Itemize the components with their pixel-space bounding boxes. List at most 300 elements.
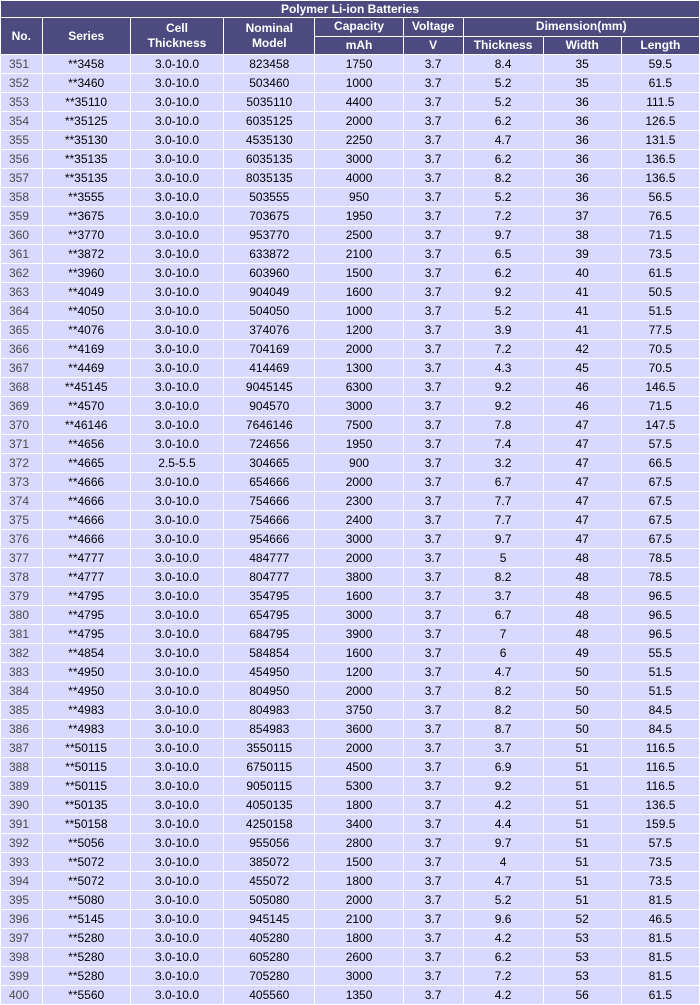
row-thickness: 6.9 [464, 758, 543, 776]
row-series: **35135 [43, 169, 130, 187]
row-series: **35125 [43, 112, 130, 130]
row-nominal-model: 804983 [224, 701, 314, 719]
row-voltage: 3.7 [404, 967, 463, 985]
row-voltage: 3.7 [404, 112, 463, 130]
row-cell-thickness: 3.0-10.0 [131, 739, 223, 757]
row-cell-thickness: 3.0-10.0 [131, 302, 223, 320]
row-nominal-model: 654666 [224, 473, 314, 491]
row-cell-thickness: 3.0-10.0 [131, 777, 223, 795]
row-thickness: 7.7 [464, 492, 543, 510]
row-length: 46.5 [622, 910, 699, 928]
row-capacity: 2100 [315, 245, 402, 263]
row-series: **3770 [43, 226, 130, 244]
row-series: **5080 [43, 891, 130, 909]
row-voltage: 3.7 [404, 283, 463, 301]
row-no: 369 [1, 397, 42, 415]
header-cell-thickness [131, 18, 223, 54]
table-row [1, 815, 699, 833]
row-series: **4469 [43, 359, 130, 377]
row-length: 61.5 [622, 986, 699, 1004]
row-voltage: 3.7 [404, 169, 463, 187]
row-no: 385 [1, 701, 42, 719]
row-length: 136.5 [622, 796, 699, 814]
row-nominal-model: 705280 [224, 967, 314, 985]
row-width: 40 [544, 264, 621, 282]
row-thickness: 7 [464, 625, 543, 643]
row-width: 50 [544, 701, 621, 719]
row-thickness: 9.6 [464, 910, 543, 928]
row-thickness: 8.7 [464, 720, 543, 738]
row-length: 116.5 [622, 739, 699, 757]
row-width: 37 [544, 207, 621, 225]
row-width: 50 [544, 663, 621, 681]
row-voltage: 3.7 [404, 416, 463, 434]
row-thickness: 8.2 [464, 701, 543, 719]
table-row [1, 549, 699, 567]
row-width: 36 [544, 112, 621, 130]
row-length: 71.5 [622, 226, 699, 244]
row-length: 67.5 [622, 530, 699, 548]
row-width: 45 [544, 359, 621, 377]
row-width: 51 [544, 815, 621, 833]
row-capacity: 2000 [315, 112, 402, 130]
header-thickness: Thickness [464, 37, 543, 55]
table-row [1, 739, 699, 757]
row-voltage: 3.7 [404, 188, 463, 206]
table-row [1, 986, 699, 1004]
header-nominal-model-line2: Model [251, 36, 287, 50]
table-row [1, 682, 699, 700]
row-series: **4666 [43, 530, 130, 548]
row-width: 35 [544, 74, 621, 92]
row-no: 381 [1, 625, 42, 643]
row-capacity: 1000 [315, 74, 402, 92]
row-no: 355 [1, 131, 42, 149]
row-series: **4169 [43, 340, 130, 358]
row-no: 388 [1, 758, 42, 776]
row-width: 51 [544, 834, 621, 852]
row-series: **45145 [43, 378, 130, 396]
row-capacity: 3900 [315, 625, 402, 643]
row-series: **3460 [43, 74, 130, 92]
row-thickness: 4.4 [464, 815, 543, 833]
row-voltage: 3.7 [404, 511, 463, 529]
row-capacity: 2100 [315, 910, 402, 928]
row-length: 116.5 [622, 758, 699, 776]
row-voltage: 3.7 [404, 340, 463, 358]
row-width: 41 [544, 283, 621, 301]
row-voltage: 3.7 [404, 986, 463, 1004]
row-voltage: 3.7 [404, 226, 463, 244]
row-no: 366 [1, 340, 42, 358]
row-cell-thickness: 2.5-5.5 [131, 454, 223, 472]
row-length: 67.5 [622, 473, 699, 491]
row-voltage: 3.7 [404, 359, 463, 377]
row-width: 51 [544, 796, 621, 814]
row-no: 372 [1, 454, 42, 472]
row-width: 47 [544, 473, 621, 491]
row-length: 81.5 [622, 948, 699, 966]
row-voltage: 3.7 [404, 378, 463, 396]
row-capacity: 3000 [315, 606, 402, 624]
row-series: **50115 [43, 739, 130, 757]
row-length: 147.5 [622, 416, 699, 434]
row-length: 56.5 [622, 188, 699, 206]
row-series: **5072 [43, 872, 130, 890]
row-cell-thickness: 3.0-10.0 [131, 891, 223, 909]
table-row [1, 568, 699, 586]
row-nominal-model: 405560 [224, 986, 314, 1004]
row-series: **4854 [43, 644, 130, 662]
row-width: 41 [544, 321, 621, 339]
row-no: 384 [1, 682, 42, 700]
row-voltage: 3.7 [404, 55, 463, 73]
row-no: 397 [1, 929, 42, 947]
row-voltage: 3.7 [404, 93, 463, 111]
row-length: 126.5 [622, 112, 699, 130]
row-capacity: 1600 [315, 644, 402, 662]
row-series: **5560 [43, 986, 130, 1004]
row-cell-thickness: 3.0-10.0 [131, 720, 223, 738]
row-voltage: 3.7 [404, 150, 463, 168]
row-voltage: 3.7 [404, 682, 463, 700]
row-thickness: 4.2 [464, 986, 543, 1004]
row-width: 48 [544, 568, 621, 586]
row-width: 51 [544, 872, 621, 890]
row-series: **5072 [43, 853, 130, 871]
table-row [1, 359, 699, 377]
row-voltage: 3.7 [404, 74, 463, 92]
table-row [1, 226, 699, 244]
row-nominal-model: 4535130 [224, 131, 314, 149]
row-no: 373 [1, 473, 42, 491]
table-row [1, 644, 699, 662]
row-length: 61.5 [622, 264, 699, 282]
row-nominal-model: 484777 [224, 549, 314, 567]
row-voltage: 3.7 [404, 758, 463, 776]
row-no: 363 [1, 283, 42, 301]
row-cell-thickness: 3.0-10.0 [131, 511, 223, 529]
row-no: 390 [1, 796, 42, 814]
row-thickness: 6.2 [464, 150, 543, 168]
table-row [1, 872, 699, 890]
row-nominal-model: 854983 [224, 720, 314, 738]
row-nominal-model: 8035135 [224, 169, 314, 187]
table-row [1, 131, 699, 149]
row-no: 399 [1, 967, 42, 985]
table-row [1, 55, 699, 73]
table-row [1, 796, 699, 814]
row-cell-thickness: 3.0-10.0 [131, 169, 223, 187]
row-capacity: 2400 [315, 511, 402, 529]
row-width: 53 [544, 929, 621, 947]
row-thickness: 7.8 [464, 416, 543, 434]
row-nominal-model: 804950 [224, 682, 314, 700]
row-cell-thickness: 3.0-10.0 [131, 416, 223, 434]
table-row [1, 112, 699, 130]
row-length: 81.5 [622, 967, 699, 985]
row-nominal-model: 503555 [224, 188, 314, 206]
header-capacity-unit: mAh [315, 37, 402, 55]
row-series: **4666 [43, 492, 130, 510]
row-nominal-model: 4050135 [224, 796, 314, 814]
row-cell-thickness: 3.0-10.0 [131, 435, 223, 453]
row-cell-thickness: 3.0-10.0 [131, 188, 223, 206]
row-thickness: 8.4 [464, 55, 543, 73]
row-width: 36 [544, 93, 621, 111]
table-row [1, 606, 699, 624]
row-nominal-model: 504050 [224, 302, 314, 320]
row-capacity: 2000 [315, 340, 402, 358]
row-series: **4795 [43, 625, 130, 643]
row-thickness: 8.2 [464, 568, 543, 586]
row-width: 38 [544, 226, 621, 244]
row-width: 48 [544, 606, 621, 624]
row-series: **3675 [43, 207, 130, 225]
row-length: 57.5 [622, 435, 699, 453]
row-series: **4665 [43, 454, 130, 472]
row-length: 61.5 [622, 74, 699, 92]
row-no: 371 [1, 435, 42, 453]
row-capacity: 3000 [315, 530, 402, 548]
row-nominal-model: 505080 [224, 891, 314, 909]
row-nominal-model: 804777 [224, 568, 314, 586]
row-capacity: 3750 [315, 701, 402, 719]
row-no: 382 [1, 644, 42, 662]
row-thickness: 7.2 [464, 967, 543, 985]
table-row [1, 834, 699, 852]
row-voltage: 3.7 [404, 815, 463, 833]
row-capacity: 1800 [315, 872, 402, 890]
row-cell-thickness: 3.0-10.0 [131, 340, 223, 358]
row-capacity: 3000 [315, 150, 402, 168]
row-width: 47 [544, 454, 621, 472]
table-row [1, 948, 699, 966]
row-capacity: 2000 [315, 682, 402, 700]
row-length: 111.5 [622, 93, 699, 111]
row-length: 96.5 [622, 606, 699, 624]
row-capacity: 1500 [315, 853, 402, 871]
row-length: 51.5 [622, 682, 699, 700]
row-nominal-model: 3550115 [224, 739, 314, 757]
row-width: 36 [544, 188, 621, 206]
row-width: 52 [544, 910, 621, 928]
row-nominal-model: 9050115 [224, 777, 314, 795]
row-length: 70.5 [622, 359, 699, 377]
row-thickness: 5.2 [464, 188, 543, 206]
row-voltage: 3.7 [404, 245, 463, 263]
row-voltage: 3.7 [404, 853, 463, 871]
row-length: 136.5 [622, 150, 699, 168]
row-no: 358 [1, 188, 42, 206]
row-no: 395 [1, 891, 42, 909]
row-nominal-model: 414469 [224, 359, 314, 377]
row-series: **5145 [43, 910, 130, 928]
row-capacity: 4400 [315, 93, 402, 111]
row-length: 78.5 [622, 549, 699, 567]
header-nominal-model [224, 18, 314, 54]
row-cell-thickness: 3.0-10.0 [131, 131, 223, 149]
row-cell-thickness: 3.0-10.0 [131, 815, 223, 833]
row-thickness: 4.7 [464, 663, 543, 681]
row-thickness: 9.2 [464, 397, 543, 415]
row-width: 47 [544, 416, 621, 434]
row-series: **4795 [43, 606, 130, 624]
row-no: 389 [1, 777, 42, 795]
row-voltage: 3.7 [404, 587, 463, 605]
row-series: **3960 [43, 264, 130, 282]
row-thickness: 9.7 [464, 834, 543, 852]
header-voltage: Voltage [404, 18, 463, 36]
table-title: Polymer Li-ion Batteries [1, 1, 699, 17]
row-cell-thickness: 3.0-10.0 [131, 872, 223, 890]
row-nominal-model: 385072 [224, 853, 314, 871]
row-no: 360 [1, 226, 42, 244]
table-row [1, 74, 699, 92]
row-thickness: 6 [464, 644, 543, 662]
row-nominal-model: 724656 [224, 435, 314, 453]
row-width: 51 [544, 853, 621, 871]
row-width: 47 [544, 492, 621, 510]
table-row [1, 492, 699, 510]
header-cell-thickness-line1: Cell [165, 21, 188, 35]
table-row [1, 169, 699, 187]
row-thickness: 7.2 [464, 340, 543, 358]
row-nominal-model: 6035135 [224, 150, 314, 168]
row-length: 78.5 [622, 568, 699, 586]
row-width: 46 [544, 378, 621, 396]
row-no: 353 [1, 93, 42, 111]
row-nominal-model: 6035125 [224, 112, 314, 130]
row-thickness: 7.4 [464, 435, 543, 453]
row-cell-thickness: 3.0-10.0 [131, 378, 223, 396]
row-no: 396 [1, 910, 42, 928]
row-length: 81.5 [622, 891, 699, 909]
row-nominal-model: 7646146 [224, 416, 314, 434]
row-nominal-model: 454950 [224, 663, 314, 681]
row-no: 351 [1, 55, 42, 73]
header-width: Width [544, 37, 621, 55]
row-cell-thickness: 3.0-10.0 [131, 948, 223, 966]
row-capacity: 1950 [315, 207, 402, 225]
row-length: 116.5 [622, 777, 699, 795]
row-width: 39 [544, 245, 621, 263]
header-series: Series [43, 18, 130, 54]
row-voltage: 3.7 [404, 454, 463, 472]
row-nominal-model: 603960 [224, 264, 314, 282]
row-nominal-model: 823458 [224, 55, 314, 73]
row-cell-thickness: 3.0-10.0 [131, 321, 223, 339]
row-width: 47 [544, 530, 621, 548]
table-row [1, 853, 699, 871]
row-nominal-model: 455072 [224, 872, 314, 890]
row-voltage: 3.7 [404, 302, 463, 320]
row-voltage: 3.7 [404, 131, 463, 149]
row-thickness: 6.2 [464, 112, 543, 130]
row-width: 36 [544, 169, 621, 187]
row-width: 50 [544, 682, 621, 700]
row-cell-thickness: 3.0-10.0 [131, 55, 223, 73]
row-voltage: 3.7 [404, 834, 463, 852]
row-thickness: 6.2 [464, 264, 543, 282]
row-length: 59.5 [622, 55, 699, 73]
row-series: **46146 [43, 416, 130, 434]
row-capacity: 6300 [315, 378, 402, 396]
row-cell-thickness: 3.0-10.0 [131, 283, 223, 301]
row-no: 352 [1, 74, 42, 92]
row-thickness: 5.2 [464, 302, 543, 320]
table-row [1, 150, 699, 168]
row-capacity: 1800 [315, 796, 402, 814]
row-capacity: 1600 [315, 587, 402, 605]
row-no: 364 [1, 302, 42, 320]
row-capacity: 1350 [315, 986, 402, 1004]
row-thickness: 4.2 [464, 929, 543, 947]
row-nominal-model: 754666 [224, 492, 314, 510]
row-width: 48 [544, 587, 621, 605]
table-row [1, 454, 699, 472]
table-row [1, 435, 699, 453]
row-nominal-model: 953770 [224, 226, 314, 244]
row-width: 53 [544, 967, 621, 985]
row-series: **3458 [43, 55, 130, 73]
row-thickness: 6.5 [464, 245, 543, 263]
row-capacity: 950 [315, 188, 402, 206]
row-voltage: 3.7 [404, 625, 463, 643]
row-cell-thickness: 3.0-10.0 [131, 967, 223, 985]
row-voltage: 3.7 [404, 663, 463, 681]
row-length: 71.5 [622, 397, 699, 415]
row-capacity: 2000 [315, 891, 402, 909]
row-width: 46 [544, 397, 621, 415]
row-nominal-model: 633872 [224, 245, 314, 263]
row-capacity: 2800 [315, 834, 402, 852]
table-row [1, 777, 699, 795]
row-series: **35110 [43, 93, 130, 111]
row-cell-thickness: 3.0-10.0 [131, 644, 223, 662]
row-series: **35130 [43, 131, 130, 149]
row-length: 51.5 [622, 302, 699, 320]
row-cell-thickness: 3.0-10.0 [131, 796, 223, 814]
row-cell-thickness: 3.0-10.0 [131, 226, 223, 244]
row-thickness: 6.7 [464, 473, 543, 491]
row-capacity: 1750 [315, 55, 402, 73]
row-nominal-model: 684795 [224, 625, 314, 643]
table-row [1, 321, 699, 339]
row-cell-thickness: 3.0-10.0 [131, 207, 223, 225]
row-nominal-model: 654795 [224, 606, 314, 624]
row-thickness: 9.2 [464, 777, 543, 795]
table-row [1, 188, 699, 206]
row-nominal-model: 703675 [224, 207, 314, 225]
row-width: 53 [544, 948, 621, 966]
row-thickness: 7.2 [464, 207, 543, 225]
row-series: **4666 [43, 511, 130, 529]
row-series: **4656 [43, 435, 130, 453]
row-cell-thickness: 3.0-10.0 [131, 986, 223, 1004]
row-capacity: 1300 [315, 359, 402, 377]
row-cell-thickness: 3.0-10.0 [131, 549, 223, 567]
header-no: No. [1, 18, 42, 54]
header-cell-thickness-line2: Thickness [147, 36, 207, 50]
header-length: Length [622, 37, 699, 55]
row-voltage: 3.7 [404, 796, 463, 814]
row-series: **4950 [43, 682, 130, 700]
row-width: 47 [544, 511, 621, 529]
row-capacity: 2300 [315, 492, 402, 510]
row-nominal-model: 904049 [224, 283, 314, 301]
row-capacity: 1600 [315, 283, 402, 301]
